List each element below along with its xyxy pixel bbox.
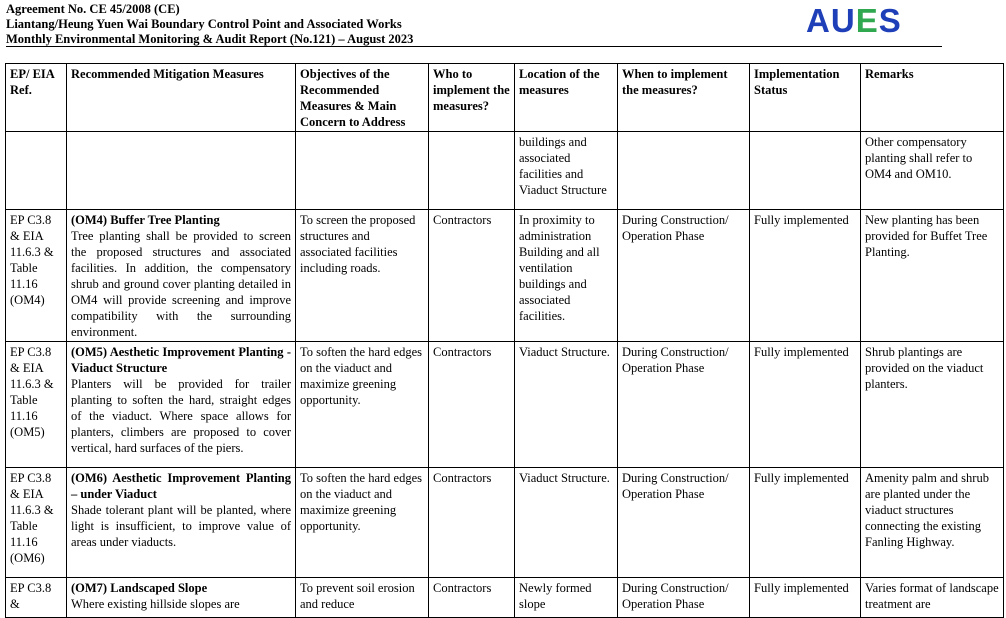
status-cell <box>750 132 861 210</box>
who-cell <box>429 132 515 210</box>
objective-cell: To soften the hard edges on the viaduct and maximize greening opportunity. <box>296 468 429 578</box>
when-cell <box>618 132 750 210</box>
report-header <box>6 2 942 47</box>
measure-title: (OM7) Landscaped Slope <box>71 581 208 595</box>
status-cell: Fully implemented <box>750 578 861 618</box>
header-divider <box>6 46 942 47</box>
column-header-ref: EP/ EIA Ref. <box>6 64 67 132</box>
measure-cell <box>67 342 296 468</box>
when-cell: During Construction/ Operation Phase <box>618 210 750 342</box>
table-row <box>6 342 1004 468</box>
measure-cell <box>67 468 296 578</box>
objective-cell: To screen the proposed structures and associated facilities including roads. <box>296 210 429 342</box>
aues-logo <box>806 2 902 40</box>
measure-text: Tree planting shall be provided to screen the proposed structures and associated facilities. In addition, the compensatory shrub and ground cover planting detailed in OM4 will provide screening and improve compatibility with the surrounding environment. <box>71 229 291 339</box>
table-row <box>6 132 1004 210</box>
who-cell: Contractors <box>429 468 515 578</box>
who-cell: Contractors <box>429 578 515 618</box>
logo-letter-u: U <box>830 2 856 39</box>
ref-cell: EP C3.8 & EIA 11.6.3 & Table 11.16 (OM4) <box>6 210 67 342</box>
measure-text: Planters will be provided for trailer planting to soften the hard, straight edges of the viaduct. Where space allows for planters, climbers are proposed to cover vertical, hard surfaces of the piers. <box>71 377 291 455</box>
column-header-when: When to implement the measures? <box>618 64 750 132</box>
measure-cell <box>67 578 296 618</box>
remarks-cell: New planting has been provided for Buffet Tree Planting. <box>861 210 1004 342</box>
remarks-cell: Amenity palm and shrub are planted under the viaduct structures connecting the existing Fanling Highway. <box>861 468 1004 578</box>
remarks-cell: Varies format of landscape treatment are <box>861 578 1004 618</box>
measure-title: (OM5) Aesthetic Improvement Planting - Viaduct Structure <box>71 345 291 375</box>
objective-cell: To prevent soil erosion and reduce <box>296 578 429 618</box>
report-title: Monthly Environmental Monitoring & Audit Report (No.121) – August 2023 <box>6 32 414 46</box>
table-row <box>6 468 1004 578</box>
table-header-row <box>6 64 1004 132</box>
when-cell: During Construction/ Operation Phase <box>618 468 750 578</box>
column-header-location: Location of the measures <box>515 64 618 132</box>
who-cell: Contractors <box>429 342 515 468</box>
ref-cell: EP C3.8 & EIA 11.6.3 & Table 11.16 (OM6) <box>6 468 67 578</box>
status-cell: Fully implemented <box>750 468 861 578</box>
measure-cell <box>67 210 296 342</box>
measure-title: (OM4) Buffer Tree Planting <box>71 213 220 227</box>
column-header-measures: Recommended Mitigation Measures <box>67 64 296 132</box>
location-cell: Viaduct Structure. <box>515 342 618 468</box>
column-header-status: Implementation Status <box>750 64 861 132</box>
table-row <box>6 578 1004 618</box>
ref-cell: EP C3.8 & EIA 11.6.3 & Table 11.16 (OM5) <box>6 342 67 468</box>
location-cell: buildings and associated facilities and Viaduct Structure <box>515 132 618 210</box>
project-title: Liantang/Heung Yuen Wai Boundary Control Point and Associated Works <box>6 17 402 31</box>
remarks-cell: Shrub plantings are provided on the viaduct planters. <box>861 342 1004 468</box>
measure-title: (OM6) Aesthetic Improvement Planting – under Viaduct <box>71 471 291 501</box>
who-cell: Contractors <box>429 210 515 342</box>
status-cell: Fully implemented <box>750 210 861 342</box>
column-header-remarks: Remarks <box>861 64 1004 132</box>
location-cell: Viaduct Structure. <box>515 468 618 578</box>
location-cell: In proximity to administration Building and all ventilation buildings and associated facilities. <box>515 210 618 342</box>
measure-text: Shade tolerant plant will be planted, where light is insufficient, to improve value of areas under viaducts. <box>71 503 291 549</box>
status-cell: Fully implemented <box>750 342 861 468</box>
ref-cell: EP C3.8 & <box>6 578 67 618</box>
objective-cell <box>296 132 429 210</box>
logo-letter-a: A <box>806 2 831 39</box>
agreement-number: Agreement No. CE 45/2008 (CE) <box>6 2 180 16</box>
objective-cell: To soften the hard edges on the viaduct and maximize greening opportunity. <box>296 342 429 468</box>
remarks-cell: Other compensatory planting shall refer to OM4 and OM10. <box>861 132 1004 210</box>
mitigation-measures-table <box>5 63 1004 618</box>
logo-letter-e: E <box>855 2 879 39</box>
measure-text: Where existing hillside slopes are <box>71 597 240 611</box>
table-row <box>6 210 1004 342</box>
when-cell: During Construction/ Operation Phase <box>618 578 750 618</box>
location-cell: Newly formed slope <box>515 578 618 618</box>
column-header-objectives: Objectives of the Recommended Measures & Main Concern to Address <box>296 64 429 132</box>
ref-cell <box>6 132 67 210</box>
logo-letter-s: S <box>878 2 902 39</box>
column-header-who: Who to implement the measures? <box>429 64 515 132</box>
measure-cell <box>67 132 296 210</box>
when-cell: During Construction/ Operation Phase <box>618 342 750 468</box>
